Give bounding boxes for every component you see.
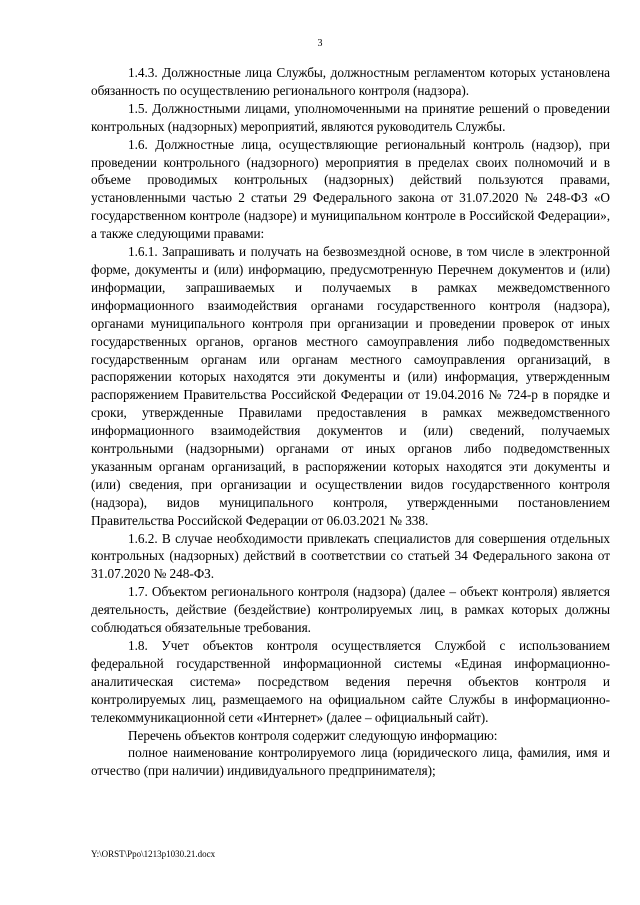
paragraph-1-6: 1.6. Должностные лица, осуществляющие региональный контроль (надзор), при проведении контрольного (надзорного) мероприятия в пределах своих полномочий и в объеме проводимых контрольных (надзорных) действий пользуются правами, установленными частью 2 статьи 29 Федерального закона от 31.07.2020 № 248-ФЗ «О государственном контроле (надзоре) и муниципальном контроле в Российской Федерации», а также следующими правами:: [91, 136, 610, 242]
footer-file-path: Y:\ORST\Ppo\1213p1030.21.docx: [91, 849, 216, 859]
paragraph-1-6-2: 1.6.2. В случае необходимости привлекать специалистов для совершения отдельных контрольных (надзорных) действий в соответствии со статьей 34 Федерального закона от 31.07.2020 № 248-ФЗ.: [91, 530, 610, 582]
paragraph-1-8: 1.8. Учет объектов контроля осуществляется Службой с использованием федеральной государственной информационной системы «Единая информационно-аналитическая система» посредством ведения перечня объектов контроля и контролируемых лиц, размещаемого на официальном сайте Службы в информационно-телекоммуникационной сети «Интернет» (далее – официальный сайт).: [91, 638, 610, 725]
paragraph-1-7: 1.7. Объектом регионального контроля (надзора) (далее – объект контроля) является деятельность, действие (бездействие) контролируемых лиц, в рамках которых должны соблюдаться обязательные требования.: [91, 584, 610, 636]
page-number: 3: [317, 38, 323, 49]
paragraph-1-4-3: 1.4.3. Должностные лица Службы, должностным регламентом которых установлена обязанность по осуществлению регионального контроля (надзора).: [91, 65, 610, 98]
paragraph-1-5: 1.5. Должностными лицами, уполномоченными на принятие решений о проведении контрольных (надзорных) мероприятий, являются руководитель Службы.: [91, 100, 610, 134]
document-body: [91, 64, 610, 780]
paragraph-list-intro: Перечень объектов контроля содержит следующую информацию:: [128, 727, 498, 743]
paragraph-1-6-1: 1.6.1. Запрашивать и получать на безвозмездной основе, в том числе в электронной форме, документы и (или) информацию, предусмотренную Перечнем документов и (или) информации, запрашиваемых и получаемых в рамках межведомственного информационного взаимодействия органами государственного контроля (надзора), органами муниципального контроля при организации и проведении проверок от иных государственных органов, органов местного самоуправления либо подведомственных государственным органам или органам местного самоуправления организаций, в распоряжении которых находятся эти документы и (или) информация, утвержденным распоряжением Правительства Российской Федерации от 19.04.2016 № 724-р в порядке и сроки, утвержденные Правилами предоставления в рамках межведомственного информационного взаимодействия документов и (или) сведений, получаемых контрольными (надзорными) органами от иных органов либо подведомственных указанным органам организаций, в распоряжении которых находятся эти документы и (или) сведения, при организации и осуществлении видов государственного контроля (надзора), видов муниципального контроля, утвержденными постановлением Правительства Российской Федерации от 06.03.2021 № 338.: [91, 244, 610, 528]
paragraph-list-item-full-name: полное наименование контролируемого лица (юридического лица, фамилия, имя и отчество (при наличии) индивидуального предпринимателя);: [91, 745, 610, 779]
